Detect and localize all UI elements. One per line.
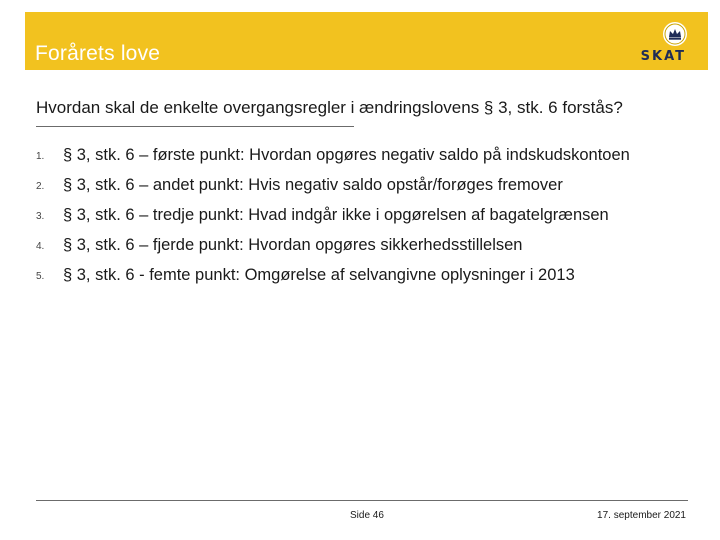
- list-item-number: 2.: [36, 181, 45, 192]
- heading-divider: [36, 126, 354, 127]
- page-number: Side 46: [350, 510, 384, 521]
- list-item-text: § 3, stk. 6 – fjerde punkt: Hvordan opgøres sikkerhedsstillelsen: [63, 236, 523, 254]
- list-item-text: § 3, stk. 6 – andet punkt: Hvis negativ saldo opstår/forøges fremover: [63, 176, 563, 194]
- list-item-number: 1.: [36, 151, 45, 162]
- list-item-text: § 3, stk. 6 - femte punkt: Omgørelse af selvangivne oplysninger i 2013: [63, 266, 575, 284]
- list-item-text: § 3, stk. 6 – tredje punkt: Hvad indgår ikke i opgørelsen af bagatelgrænsen: [63, 206, 609, 224]
- footer-date: 17. september 2021: [597, 510, 686, 521]
- footer-divider: [36, 500, 688, 501]
- logo-wordmark: SKAT: [640, 49, 686, 64]
- skat-logo: [616, 20, 686, 66]
- list-item-text: § 3, stk. 6 – første punkt: Hvordan opgøres negativ saldo på indskudskontoen: [63, 146, 630, 164]
- header-bar: [25, 12, 708, 70]
- list-item-number: 3.: [36, 211, 45, 222]
- crown-icon: [663, 22, 687, 46]
- list-item-number: 5.: [36, 271, 45, 282]
- question-heading: Hvordan skal de enkelte overgangsregler i ændringslovens § 3, stk. 6 forstås?: [36, 98, 623, 117]
- list-item-number: 4.: [36, 241, 45, 252]
- slide-title: Forårets love: [35, 42, 161, 65]
